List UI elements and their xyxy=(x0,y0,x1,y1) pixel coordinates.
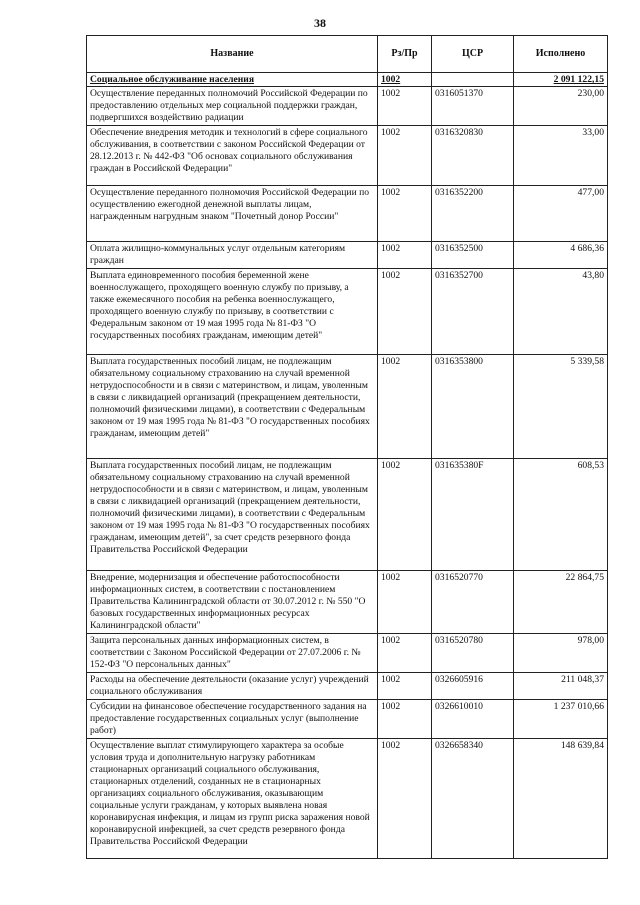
header-rz-pr: Рз/Пр xyxy=(378,36,432,73)
row-amount: 230,00 xyxy=(514,87,608,126)
row-csr: 0326605916 xyxy=(432,673,514,700)
row-amount: 477,00 xyxy=(514,186,608,242)
row-name: Субсидии на финансовое обеспечение государственного задания на предоставление государственных социальных услуг (выполнение работ) xyxy=(87,700,378,739)
header-executed: Исполнено xyxy=(514,36,608,73)
row-csr: 0316353800 xyxy=(432,355,514,459)
row-rz-pr: 1002 xyxy=(378,571,432,634)
row-amount: 1 237 010,66 xyxy=(514,700,608,739)
row-rz-pr: 1002 xyxy=(378,269,432,355)
row-amount: 211 048,37 xyxy=(514,673,608,700)
row-name: Осуществление выплат стимулирующего характера за особые условия труда и дополнительную нагрузку работникам стационарных организаций социального обслуживания, стационарных отделений, созданных не в стационарных организациях социального обслуживания, оказывающим социальные услуги гражданам, у которых выявлена новая коронавирусная инфекция, и лицам из групп риска заражения новой коронавирусной инфекцией, за счет средств резервного фонда Правительства Российской Федерации xyxy=(87,739,378,859)
row-csr: 0316520770 xyxy=(432,571,514,634)
table-row xyxy=(87,634,608,673)
row-name: Осуществление переданных полномочий Российской Федерации по предоставлению отдельных мер социальной поддержки граждан, подвергшихся воздействию радиации xyxy=(87,87,378,126)
table-row xyxy=(87,739,608,859)
table-row xyxy=(87,87,608,126)
row-amount: 33,00 xyxy=(514,126,608,186)
row-rz-pr: 1002 xyxy=(378,700,432,739)
table-row xyxy=(87,269,608,355)
row-name: Защита персональных данных информационных систем, в соответствии с Законом Российской Федерации от 27.07.2006 г. № 152-ФЗ "О персональных данных" xyxy=(87,634,378,673)
row-amount: 608,53 xyxy=(514,459,608,571)
section-name: Социальное обслуживание населения xyxy=(87,73,378,87)
header-name: Название xyxy=(87,36,378,73)
row-csr: 0316352500 xyxy=(432,242,514,269)
table-row xyxy=(87,355,608,459)
section-row xyxy=(87,73,608,87)
row-name: Внедрение, модернизация и обеспечение работоспособности информационных систем, в соответствии с постановлением Правительства Калининградской области от 30.07.2012 г. № 550 "О базовых государственных информационных ресурсах Калининградской области" xyxy=(87,571,378,634)
row-csr: 0316051370 xyxy=(432,87,514,126)
table-header-row xyxy=(87,36,608,73)
table-row xyxy=(87,459,608,571)
row-name: Выплата государственных пособий лицам, не подлежащим обязательному социальному страхованию на случай временной нетрудоспособности и в связи с материнством, и лицам, уволенным в связи с ликвидацией организаций (прекращением деятельности, полномочий физическими лицами), в соответствии с Федеральным законом от 19 мая 1995 года № 81-ФЗ "О государственных пособиях гражданам, имеющим детей", за счет средств резервного фонда Правительства Российской Федерации xyxy=(87,459,378,571)
table-row xyxy=(87,700,608,739)
row-csr: 0316352200 xyxy=(432,186,514,242)
budget-table xyxy=(86,35,608,859)
table-row xyxy=(87,673,608,700)
row-name: Выплата единовременного пособия беременной жене военнослужащего, проходящего военную службу по призыву, а также ежемесячного пособия на ребенка военнослужащего, проходящего военную службу по призыву, в соответствии с Федеральным законом от 19 мая 1995 года № 81-ФЗ "О государственных пособиях гражданам, имеющим детей" xyxy=(87,269,378,355)
row-rz-pr: 1002 xyxy=(378,634,432,673)
row-csr: 0316352700 xyxy=(432,269,514,355)
table-row xyxy=(87,126,608,186)
row-csr: 0326658340 xyxy=(432,739,514,859)
row-amount: 978,00 xyxy=(514,634,608,673)
row-name: Оплата жилищно-коммунальных услуг отдельным категориям граждан xyxy=(87,242,378,269)
row-amount: 5 339,58 xyxy=(514,355,608,459)
row-amount: 43,80 xyxy=(514,269,608,355)
row-rz-pr: 1002 xyxy=(378,355,432,459)
row-rz-pr: 1002 xyxy=(378,186,432,242)
section-amount: 2 091 122,15 xyxy=(514,73,608,87)
row-csr: 0316520780 xyxy=(432,634,514,673)
row-rz-pr: 1002 xyxy=(378,126,432,186)
table-row xyxy=(87,571,608,634)
section-rz-pr: 1002 xyxy=(378,73,432,87)
row-amount: 4 686,36 xyxy=(514,242,608,269)
row-rz-pr: 1002 xyxy=(378,739,432,859)
row-name: Обеспечение внедрения методик и технологий в сфере социального обслуживания, в соответствии с законом Российской Федерации от 28.12.2013 г. № 442-ФЗ "Об основах социального обслуживания граждан в Российской Федерации" xyxy=(87,126,378,186)
table-row xyxy=(87,186,608,242)
section-csr xyxy=(432,73,514,87)
row-name: Осуществление переданного полномочия Российской Федерации по осуществлению ежегодной денежной выплаты лицам, награжденным нагрудным знаком "Почетный донор России" xyxy=(87,186,378,242)
page-number: 38 xyxy=(314,16,326,30)
row-name: Выплата государственных пособий лицам, не подлежащим обязательному социальному страхованию на случай временной нетрудоспособности и в связи с материнством, и лицам, уволенным в связи с ликвидацией организаций (прекращением деятельности, полномочий физическими лицами), в соответствии с Федеральным законом от 19 мая 1995 года № 81-ФЗ "О государственных пособиях гражданам, имеющим детей" xyxy=(87,355,378,459)
table-row xyxy=(87,242,608,269)
row-csr: 031635380F xyxy=(432,459,514,571)
header-csr: ЦСР xyxy=(432,36,514,73)
row-name: Расходы на обеспечение деятельности (оказание услуг) учреждений социального обслуживания xyxy=(87,673,378,700)
row-rz-pr: 1002 xyxy=(378,242,432,269)
row-csr: 0326610010 xyxy=(432,700,514,739)
row-rz-pr: 1002 xyxy=(378,673,432,700)
row-rz-pr: 1002 xyxy=(378,459,432,571)
row-amount: 22 864,75 xyxy=(514,571,608,634)
row-csr: 0316320830 xyxy=(432,126,514,186)
row-rz-pr: 1002 xyxy=(378,87,432,126)
row-amount: 148 639,84 xyxy=(514,739,608,859)
